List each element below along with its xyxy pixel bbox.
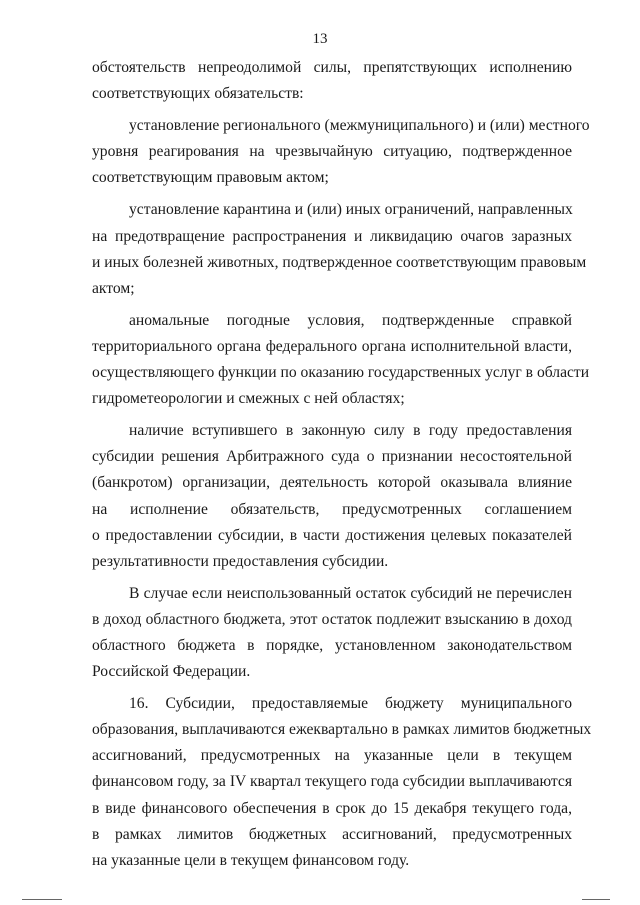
text-line: на указанные цели в текущем финансовом году. (92, 851, 410, 869)
text-line: в виде финансового обеспечения в срок до 15 декабря текущего года, (92, 799, 572, 817)
text-line: соответствующим правовым актом; (92, 169, 329, 187)
text-line: субсидии решения Арбитражного суда о признании несостоятельной (92, 448, 572, 466)
text-line: областного бюджета в порядке, установленном законодательством (92, 636, 572, 654)
text-line: гидрометеорологии и смежных с ней областях; (92, 390, 405, 408)
paragraph (92, 55, 572, 107)
text-line: в рамках лимитов бюджетных ассигнований, предусмотренных (92, 825, 572, 843)
text-line: на исполнение обязательств, предусмотренных соглашением (92, 500, 572, 518)
text-line: обстоятельств непреодолимой силы, препятствующих исполнению (92, 59, 572, 76)
text-line: результативности предоставления субсидии. (92, 552, 389, 570)
paragraph (92, 691, 592, 874)
paragraph (92, 113, 590, 191)
text-line: установление регионального (межмуниципального) и (или) местного (129, 117, 590, 135)
text-line: образования, выплачиваются ежеквартально в рамках лимитов бюджетных (92, 721, 592, 739)
text-line: Российской Федерации. (92, 663, 251, 681)
paragraph (92, 418, 572, 575)
page-number: 13 (312, 31, 328, 47)
text-line: В случае если неиспользованный остаток субсидий не перечислен (129, 584, 572, 602)
text-line: наличие вступившего в законную силу в году предоставления (129, 422, 572, 440)
text-line: о предоставлении субсидии, в части достижения целевых показателей (92, 526, 572, 544)
paragraph (92, 581, 572, 685)
text-line: установление карантина и (или) иных ограничений, направленных (129, 201, 573, 219)
footer-divider (582, 899, 610, 900)
footer-divider (22, 899, 62, 900)
text-line: в доход областного бюджета, этот остаток подлежит взысканию в доход (92, 610, 572, 628)
text-line: аномальные погодные условия, подтвержденные справкой (129, 311, 572, 329)
text-line: на предотвращение распространения и ликвидацию очагов заразных (92, 227, 572, 245)
text-line: ассигнований, предусмотренных на указанные цели в текущем (92, 747, 572, 765)
document-body (92, 55, 592, 874)
text-line: осуществляющего функции по оказанию государственных услуг в области (92, 364, 590, 382)
text-line: (банкротом) организации, деятельность которой оказывала влияние (92, 474, 572, 492)
text-line: 16. Субсидии, предоставляемые бюджету муниципального (129, 695, 572, 713)
text-line: соответствующих обязательств: (92, 85, 304, 103)
text-line: и иных болезней животных, подтвержденное соответствующим правовым (92, 253, 587, 271)
text-line: финансовом году, за IV квартал текущего года субсидии выплачиваются (92, 773, 572, 791)
text-line: актом; (92, 279, 135, 297)
text-line: уровня реагирования на чрезвычайную ситуацию, подтвержденное (92, 143, 572, 161)
text-line: территориального органа федерального органа исполнительной власти, (92, 337, 572, 355)
paragraph (92, 197, 587, 301)
paragraph (92, 308, 590, 412)
